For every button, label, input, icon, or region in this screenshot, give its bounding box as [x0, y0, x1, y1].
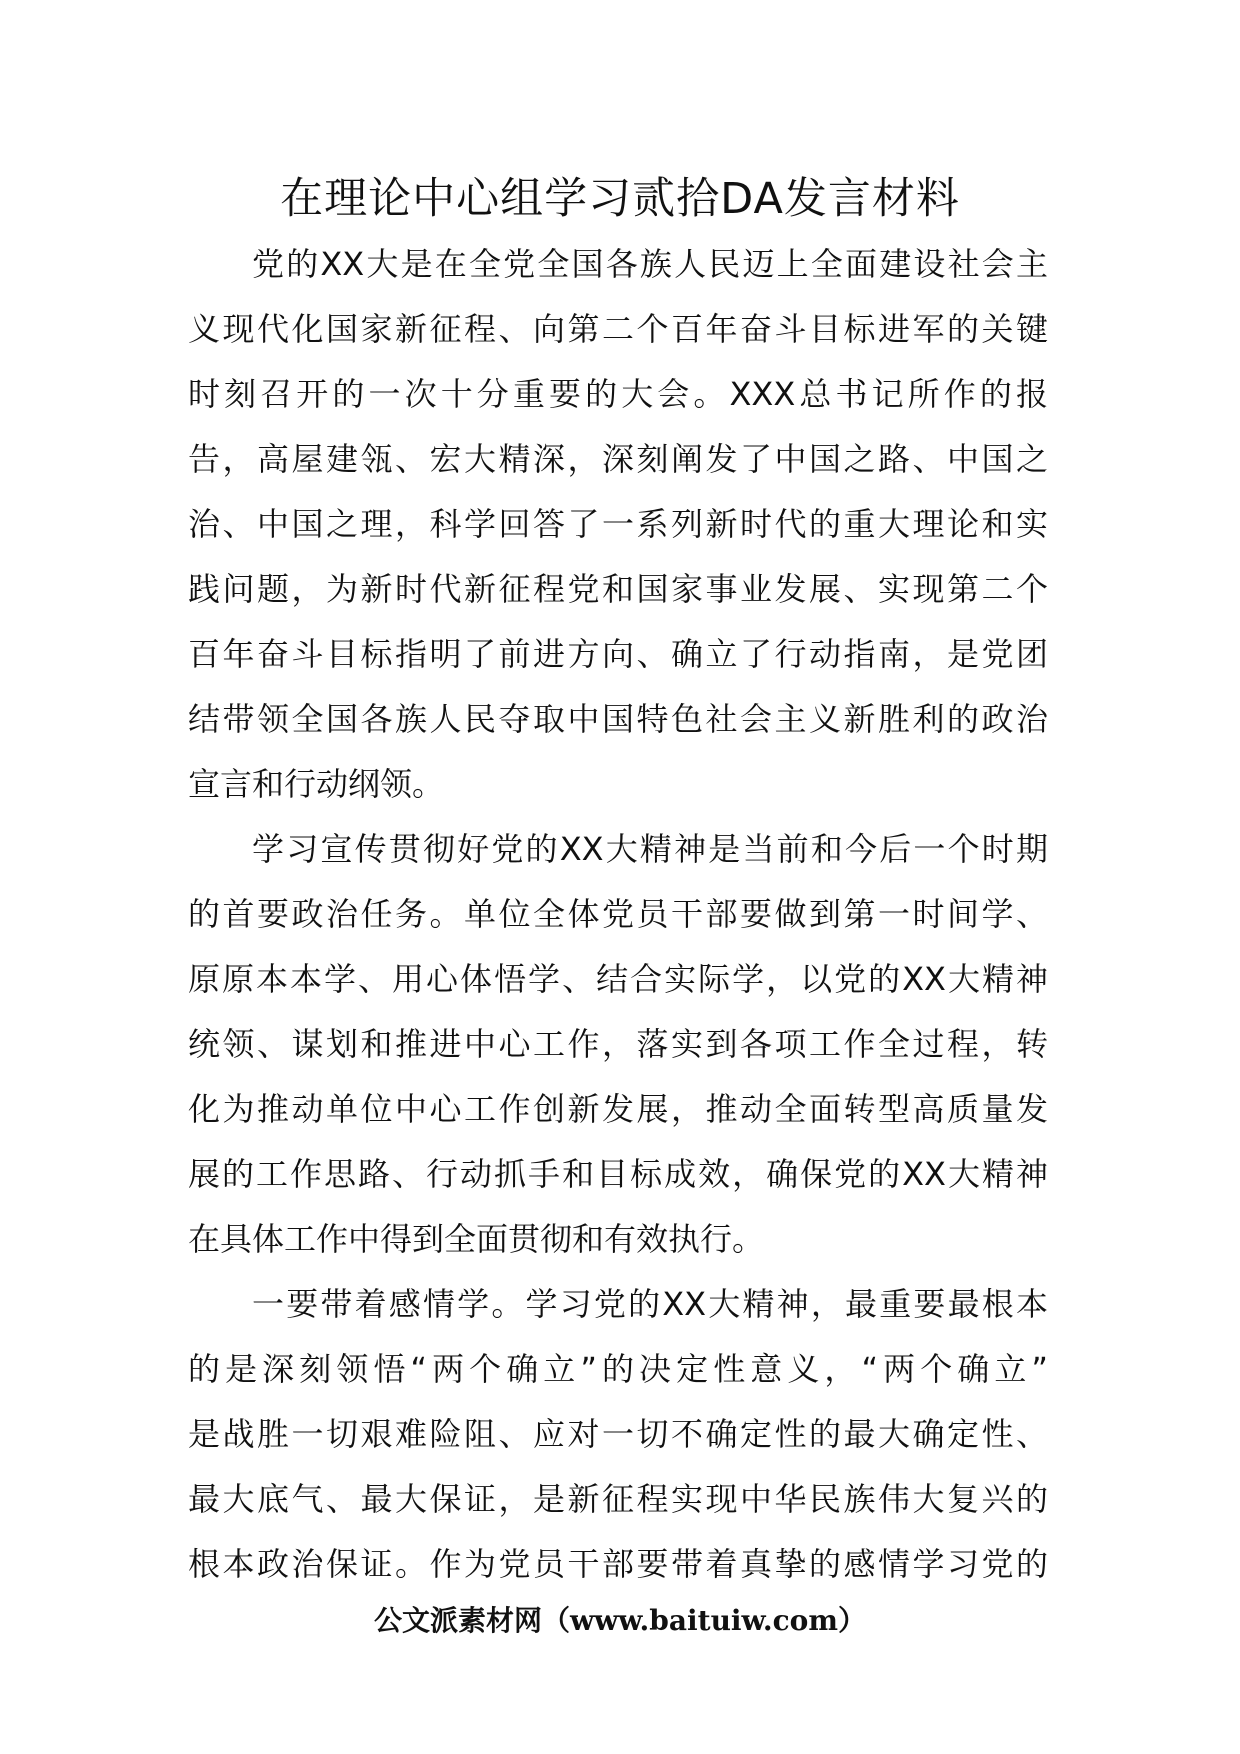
- paragraph-line: 统领、谋划和推进中心工作，落实到各项工作全过程，转: [188, 1025, 1048, 1063]
- paragraph-line: 在具体工作中得到全面贯彻和有效执行。: [188, 1220, 765, 1258]
- paragraph-line: 义现代化国家新征程、向第二个百年奋斗目标进军的关键: [188, 310, 1048, 348]
- paragraph-1: [188, 232, 1048, 817]
- footer-watermark: 公文派素材网（www.baituiw.com）: [374, 1604, 866, 1637]
- paragraph-line: 最大底气、最大保证，是新征程实现中华民族伟大复兴的: [188, 1480, 1048, 1518]
- paragraph-line: 的是深刻领悟“两个确立”的决定性意义，“两个确立”: [188, 1350, 1048, 1388]
- paragraph-line: 告，高屋建瓴、宏大精深，深刻阐发了中国之路、中国之: [188, 440, 1048, 478]
- paragraph-line: 治、中国之理，科学回答了一系列新时代的重大理论和实: [188, 505, 1048, 543]
- paragraph-2: [188, 817, 1048, 1272]
- paragraph-line: 原原本本学、用心体悟学、结合实际学，以党的XX大精神: [188, 960, 1048, 998]
- paragraph-line: 宣言和行动纲领。: [188, 765, 445, 803]
- paragraph-line: 学习宣传贯彻好党的XX大精神是当前和今后一个时期: [252, 830, 1048, 868]
- document-body: [188, 232, 1048, 1597]
- paragraph-line: 百年奋斗目标指明了前进方向、确立了行动指南，是党团: [188, 635, 1048, 673]
- paragraph-line: 一要带着感情学。学习党的XX大精神，最重要最根本: [252, 1285, 1048, 1323]
- paragraph-line: 是战胜一切艰难险阻、应对一切不确定性的最大确定性、: [188, 1415, 1048, 1453]
- paragraph-line: 根本政治保证。作为党员干部要带着真挚的感情学习党的: [188, 1545, 1048, 1583]
- paragraph-line: 时刻召开的一次十分重要的大会。XXX总书记所作的报: [188, 375, 1048, 413]
- document-title: 在理论中心组学习贰拾DA发言材料: [280, 174, 960, 224]
- paragraph-line: 结带领全国各族人民夺取中国特色社会主义新胜利的政治: [188, 700, 1048, 738]
- paragraph-line: 的首要政治任务。单位全体党员干部要做到第一时间学、: [188, 895, 1048, 933]
- paragraph-line: 化为推动单位中心工作创新发展，推动全面转型高质量发: [188, 1090, 1048, 1128]
- paragraph-line: 党的XX大是在全党全国各族人民迈上全面建设社会主: [252, 245, 1048, 283]
- paragraph-line: 践问题，为新时代新征程党和国家事业发展、实现第二个: [188, 570, 1048, 608]
- paragraph-3: [188, 1272, 1048, 1597]
- paragraph-line: 展的工作思路、行动抓手和目标成效，确保党的XX大精神: [188, 1155, 1048, 1193]
